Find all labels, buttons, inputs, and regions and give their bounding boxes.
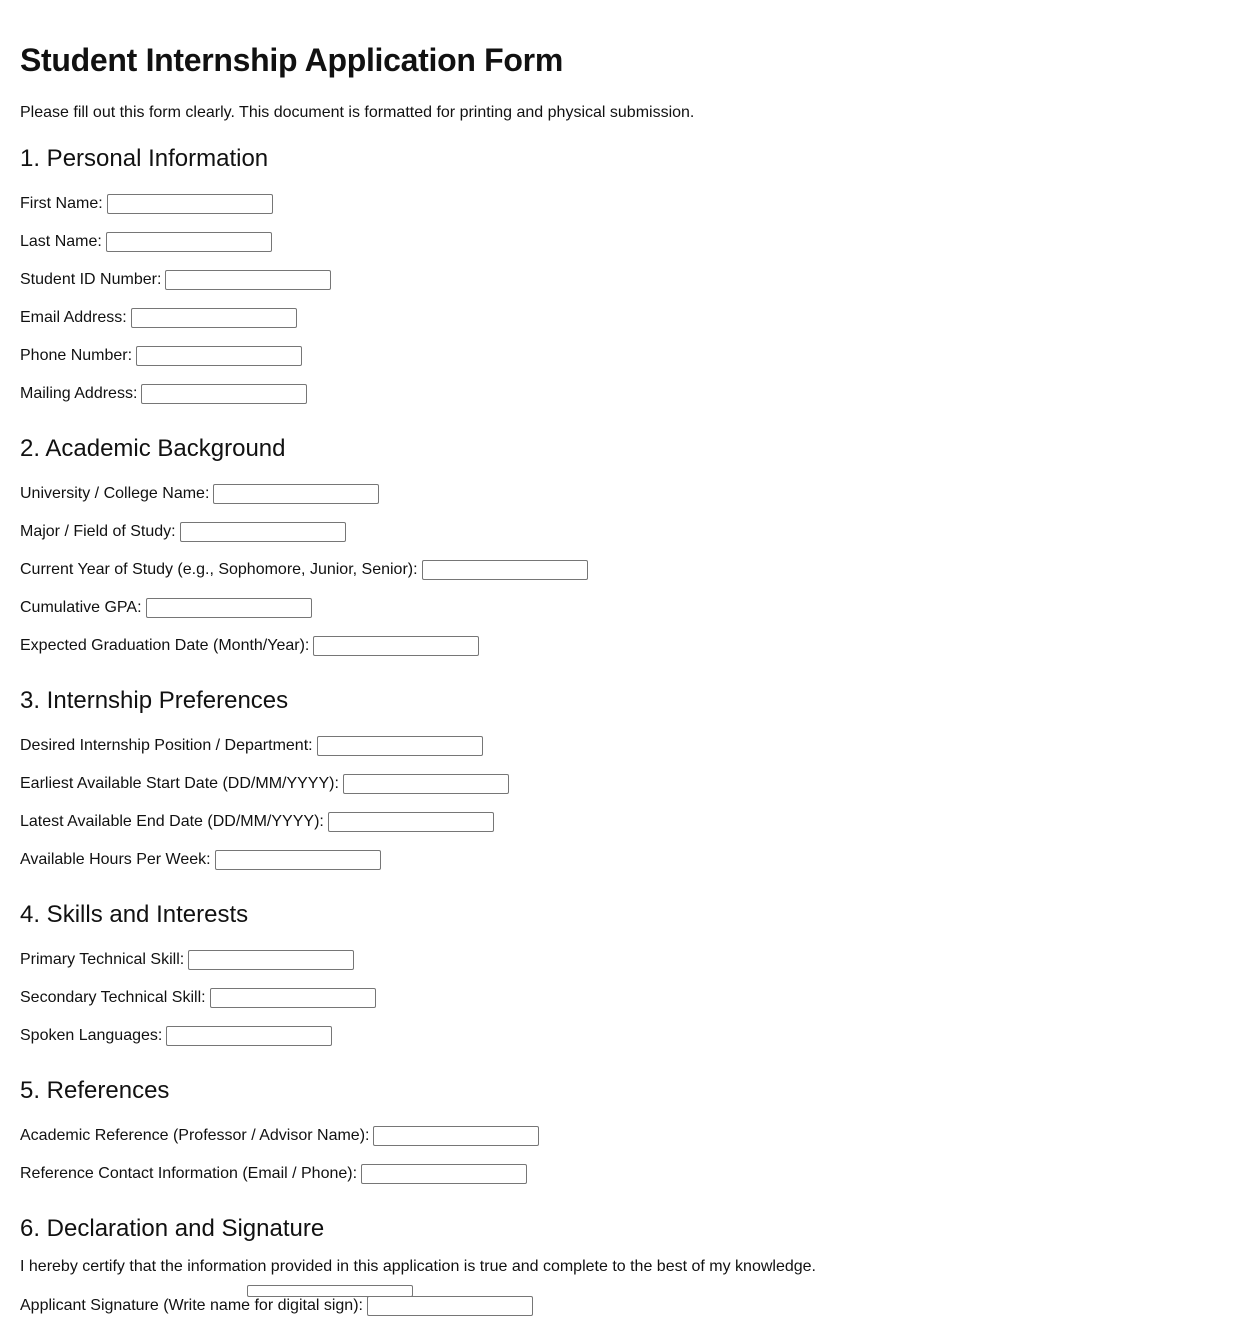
available-hours-per-week-input[interactable] [215, 850, 381, 870]
email-address-input[interactable] [131, 308, 297, 328]
latest-available-end-date-label: Latest Available End Date (DD/MM/YYYY): [20, 813, 324, 830]
field-row [20, 185, 1227, 223]
last-name-input[interactable] [106, 232, 272, 252]
field-row [20, 337, 1227, 375]
section-references [20, 1077, 1227, 1193]
cumulative-gpa-label: Cumulative GPA: [20, 599, 142, 616]
section-heading: 3. Internship Preferences [20, 687, 289, 714]
field-row [20, 941, 1227, 979]
field-row [20, 1117, 1227, 1155]
expected-graduation-date-input[interactable] [313, 636, 479, 656]
desired-internship-position-department-label: Desired Internship Position / Department: [20, 737, 313, 754]
field-row [20, 765, 1227, 803]
section-internship-preferences [20, 687, 1227, 879]
spoken-languages-input[interactable] [166, 1026, 332, 1046]
field-row [20, 979, 1227, 1017]
applicant-signature-label: Applicant Signature (Write name for digital sign): [20, 1297, 363, 1314]
first-name-input[interactable] [107, 194, 273, 214]
page-title: Student Internship Application Form [20, 42, 563, 78]
university-college-name-label: University / College Name: [20, 485, 210, 502]
field-row [20, 223, 1227, 261]
primary-technical-skill-label: Primary Technical Skill: [20, 951, 185, 968]
expected-graduation-date-label: Expected Graduation Date (Month/Year): [20, 637, 310, 654]
form-instructions: Please fill out this form clearly. This document is formatted for printing and physical submission. [20, 104, 695, 121]
email-address-label: Email Address: [20, 309, 127, 326]
field-row [20, 475, 1227, 513]
reference-contact-information-label: Reference Contact Information (Email / Phone): [20, 1165, 358, 1182]
student-id-number-label: Student ID Number: [20, 271, 162, 288]
earliest-available-start-date-input[interactable] [343, 774, 509, 794]
section-skills-and-interests [20, 901, 1227, 1055]
mailing-address-label: Mailing Address: [20, 385, 138, 402]
desired-internship-position-department-input[interactable] [317, 736, 483, 756]
declaration-text: I hereby certify that the information provided in this application is true and complete to the best of my knowledge. [20, 1258, 816, 1275]
form-sections [20, 145, 1227, 1325]
student-id-number-input[interactable] [165, 270, 331, 290]
available-hours-per-week-label: Available Hours Per Week: [20, 851, 211, 868]
section-heading: 2. Academic Background [20, 435, 286, 462]
section-academic-background [20, 435, 1227, 665]
phone-number-input[interactable] [136, 346, 302, 366]
field-row [20, 589, 1227, 627]
field-row [20, 513, 1227, 551]
field-row [20, 1155, 1227, 1193]
current-year-of-study-input[interactable] [422, 560, 588, 580]
field-row [20, 261, 1227, 299]
applicant-signature-input[interactable] [367, 1296, 533, 1316]
phone-number-label: Phone Number: [20, 347, 133, 364]
field-row [20, 551, 1227, 589]
academic-reference-label: Academic Reference (Professor / Advisor Name): [20, 1127, 370, 1144]
primary-technical-skill-input[interactable] [188, 950, 354, 970]
university-college-name-input[interactable] [213, 484, 379, 504]
last-name-label: Last Name: [20, 233, 102, 250]
secondary-technical-skill-label: Secondary Technical Skill: [20, 989, 206, 1006]
secondary-technical-skill-input[interactable] [210, 988, 376, 1008]
section-heading: 1. Personal Information [20, 145, 269, 172]
field-row [20, 841, 1227, 879]
latest-available-end-date-input[interactable] [328, 812, 494, 832]
section-declaration-and-signature [20, 1215, 1227, 1325]
field-row [20, 803, 1227, 841]
section-heading: 5. References [20, 1077, 170, 1104]
application-form [20, 0, 1227, 1325]
major-field-of-study-input[interactable] [180, 522, 346, 542]
field-row [20, 299, 1227, 337]
earliest-available-start-date-label: Earliest Available Start Date (DD/MM/YYYY): [20, 775, 339, 792]
field-row [20, 727, 1227, 765]
section-heading: 4. Skills and Interests [20, 901, 249, 928]
reference-contact-information-input[interactable] [361, 1164, 527, 1184]
section-personal-information [20, 145, 1227, 413]
academic-reference-input[interactable] [373, 1126, 539, 1146]
first-name-label: First Name: [20, 195, 103, 212]
mailing-address-input[interactable] [141, 384, 307, 404]
major-field-of-study-label: Major / Field of Study: [20, 523, 176, 540]
current-year-of-study-label: Current Year of Study (e.g., Sophomore, Junior, Senior): [20, 561, 418, 578]
field-row [20, 1017, 1227, 1055]
spoken-languages-label: Spoken Languages: [20, 1027, 163, 1044]
field-row [20, 627, 1227, 665]
field-row [20, 375, 1227, 413]
signature-date-input[interactable] [247, 1285, 413, 1297]
section-heading: 6. Declaration and Signature [20, 1215, 325, 1242]
cumulative-gpa-input[interactable] [146, 598, 312, 618]
field-row [20, 1287, 1227, 1325]
